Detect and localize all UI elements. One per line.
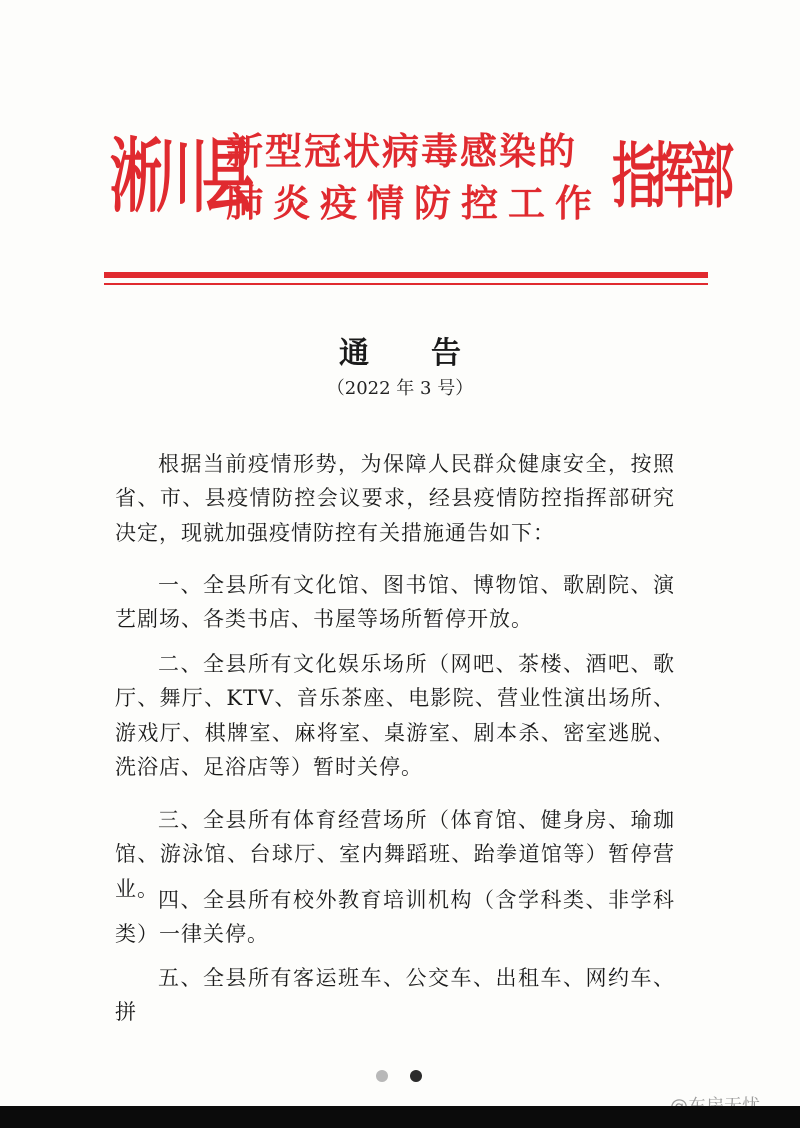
notice-title: 通告 [339,336,523,371]
letterhead-county: 淅川县 [110,129,249,225]
letterhead-suffix: 指挥部 [612,136,729,218]
bottom-bar [0,1106,800,1128]
red-divider-thin [104,283,708,285]
paragraph-intro: 根据当前疫情形势，为保障人民群众健康安全，按照省、市、县疫情防控会议要求，经县疫情防控指挥部研究决定，现就加强疫情防控有关措施通告如下： [115,452,675,545]
red-divider-thick [104,272,708,278]
paragraph-item-2: 二、全县所有文化娱乐场所（网吧、茶楼、酒吧、歌厅、舞厅、KTV、音乐茶座、电影院、营业性演出场所、游戏厅、棋牌室、麻将室、桌游室、剧本杀、密室逃脱、洗浴店、足浴店等）暂时关停。 [115,652,675,780]
pager-dot-1[interactable] [376,1070,388,1082]
paragraph-item-4: 四、全县所有校外教育培训机构（含学科类、非学科类）一律关停。 [115,888,675,947]
paragraph-item-3: 三、全县所有体育经营场所（体育馆、健身房、瑜珈馆、游泳馆、台球厅、室内舞蹈班、跆拳道馆等）暂停营业。 [115,808,675,901]
paragraph-item-1: 一、全县所有文化馆、图书馆、博物馆、歌剧院、演艺剧场、各类书店、书屋等场所暂停开放。 [115,573,675,632]
pager-dot-2-active[interactable] [410,1070,422,1082]
document-number: （2022 年 3 号） [326,378,474,399]
letterhead-line-2: 肺炎疫情防控工作 [226,181,602,225]
letterhead-line-1: 新型冠状病毒感染的 [226,129,577,173]
paragraph-item-5: 五、全县所有客运班车、公交车、出租车、网约车、拼 [115,966,675,1025]
